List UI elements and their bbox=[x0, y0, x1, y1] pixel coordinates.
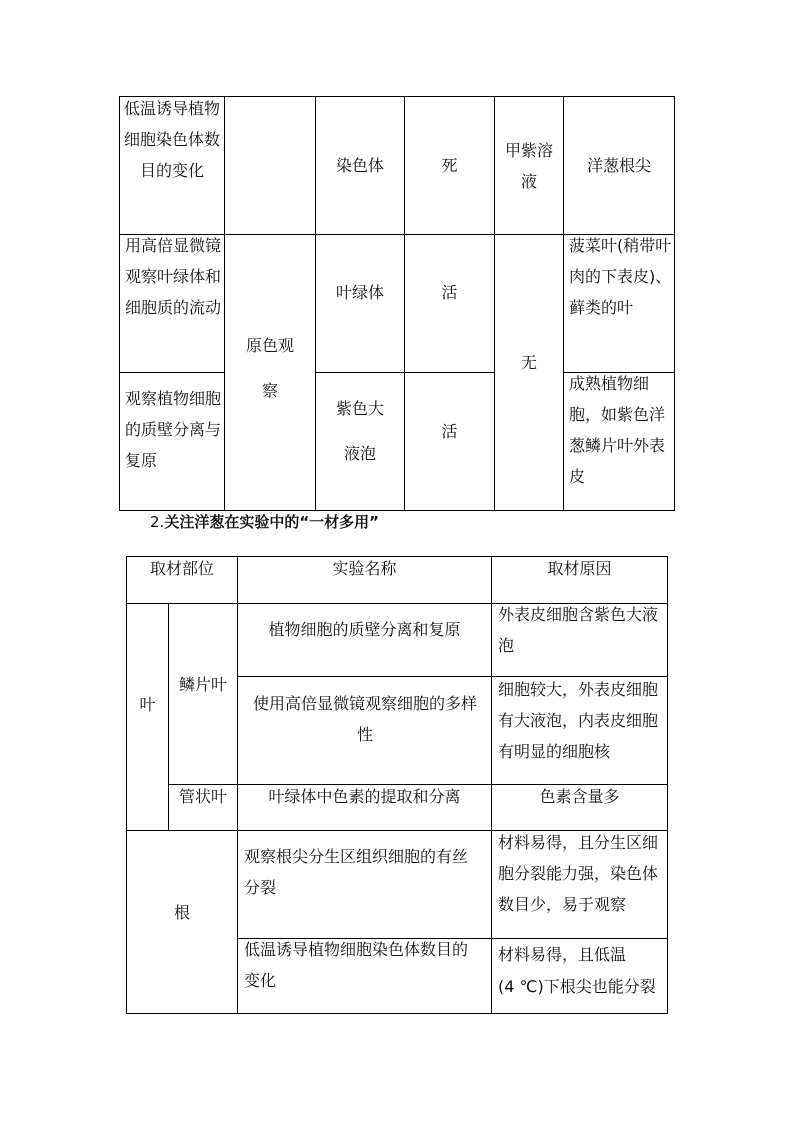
t2-experiment-cell bbox=[248, 688, 482, 750]
t1-row3-state: 活 bbox=[441, 421, 458, 441]
t2-header-experiment bbox=[238, 553, 491, 584]
t2-experiment-cell bbox=[238, 781, 491, 812]
t2-reason-cell bbox=[498, 827, 664, 920]
t1-row2-material: 菠菜叶(稍带叶肉的下表皮)、藓类的叶 bbox=[569, 236, 672, 317]
section-2-number: 2. bbox=[150, 513, 165, 531]
t2-header-experiment-label: 实验名称 bbox=[332, 559, 397, 578]
t2-row5-experiment: 低温诱导植物细胞染色体数目的变化 bbox=[244, 940, 469, 990]
t1-experiment-cell bbox=[120, 93, 224, 186]
t2-row4-reason: 材料易得，且分生区细胞分裂能力强，染色体数目少，易于观察 bbox=[498, 833, 659, 914]
t1-row3-structure: 紫色大液泡 bbox=[335, 399, 384, 463]
t1-structure-cell bbox=[316, 235, 404, 350]
t1-row2-state: 活 bbox=[441, 283, 458, 302]
t2-row1-experiment: 植物细胞的质壁分离和复原 bbox=[268, 620, 461, 639]
t2-leaf-label: 叶 bbox=[139, 694, 156, 714]
t1-structure-cell bbox=[332, 386, 388, 476]
t1-merged-method: 原色观察 bbox=[246, 336, 295, 400]
section-2-title: 关注洋葱在实验中的“一材多用” bbox=[164, 513, 380, 531]
t1-row1-structure: 染色体 bbox=[335, 156, 384, 175]
t2-reason-cell bbox=[492, 781, 667, 812]
table-1-border bbox=[119, 372, 224, 373]
t2-row2-reason: 细胞较大，外表皮细胞有大液泡，内表皮细胞有明显的细胞核 bbox=[498, 680, 659, 761]
t1-method-cell bbox=[246, 323, 294, 413]
t1-stain-cell bbox=[499, 97, 559, 234]
t2-tube-leaf-cell bbox=[169, 781, 237, 812]
t1-material-cell bbox=[564, 97, 674, 234]
t1-row1-stain: 甲紫溶液 bbox=[504, 140, 553, 191]
t2-scale-leaf-cell bbox=[169, 604, 237, 764]
t1-merged-stain: 无 bbox=[520, 353, 537, 372]
t1-material-cell bbox=[569, 368, 672, 492]
t2-header-part-label: 取材部位 bbox=[149, 559, 214, 578]
t1-row1-state: 死 bbox=[441, 156, 458, 175]
t1-row1-experiment: 低温诱导植物细胞染色体数目的变化 bbox=[123, 99, 220, 180]
t2-scale-leaf-label: 鳞片叶 bbox=[178, 674, 227, 694]
t2-row4-experiment: 观察根尖分生区组织细胞的有丝分裂 bbox=[244, 847, 469, 897]
t2-reason-cell bbox=[498, 674, 664, 767]
t2-row5-reason-line2: (4 ℃)下根尖也能分裂 bbox=[498, 977, 656, 996]
table-1-border bbox=[674, 96, 675, 511]
t2-row3-experiment: 叶绿体中色素的提取和分离 bbox=[268, 787, 461, 806]
t2-header-reason bbox=[492, 553, 667, 584]
t1-row2-structure: 叶绿体 bbox=[335, 283, 384, 302]
t2-experiment-cell bbox=[244, 841, 480, 903]
t1-row2-experiment: 用高倍显微镜观察叶绿体和细胞质的流动 bbox=[125, 236, 222, 317]
t2-leaf-cell bbox=[127, 604, 168, 804]
t2-reason-cell bbox=[498, 599, 664, 661]
table-2-border bbox=[667, 556, 668, 1014]
table-1-border bbox=[224, 96, 225, 511]
t1-structure-cell bbox=[316, 97, 404, 234]
t1-row3-experiment: 观察植物细胞的质壁分离与复原 bbox=[125, 389, 222, 470]
t2-experiment-cell bbox=[244, 934, 480, 996]
t2-root-cell bbox=[127, 831, 237, 993]
t1-experiment-cell bbox=[125, 383, 221, 476]
t2-row3-reason: 色素含量多 bbox=[539, 787, 620, 806]
section-2-heading bbox=[150, 510, 379, 534]
t1-material-cell bbox=[569, 230, 672, 323]
t2-reason-cell bbox=[498, 939, 664, 1002]
table-2-border bbox=[126, 1013, 668, 1014]
t1-experiment-cell bbox=[125, 230, 221, 323]
t1-state-cell bbox=[405, 97, 494, 234]
t2-header-part bbox=[127, 553, 237, 584]
t1-row1-material: 洋葱根尖 bbox=[586, 156, 651, 175]
t2-row5-reason-line1: 材料易得，且低温 bbox=[498, 945, 627, 964]
t2-row1-reason: 外表皮细胞含紫色大液泡 bbox=[498, 605, 659, 655]
t2-experiment-cell bbox=[238, 614, 491, 645]
t2-row2-experiment: 使用高倍显微镜观察细胞的多样性 bbox=[252, 694, 477, 744]
t1-row3-material: 成熟植物细胞，如紫色洋葱鳞片叶外表皮 bbox=[569, 374, 666, 486]
t1-state-cell bbox=[405, 373, 494, 489]
t2-root-label: 根 bbox=[173, 902, 190, 922]
t2-header-reason-label: 取材原因 bbox=[547, 559, 612, 578]
t2-tube-leaf-label: 管状叶 bbox=[178, 787, 227, 806]
t1-state-cell bbox=[405, 235, 494, 350]
t1-merged-stain-cell bbox=[495, 235, 563, 490]
